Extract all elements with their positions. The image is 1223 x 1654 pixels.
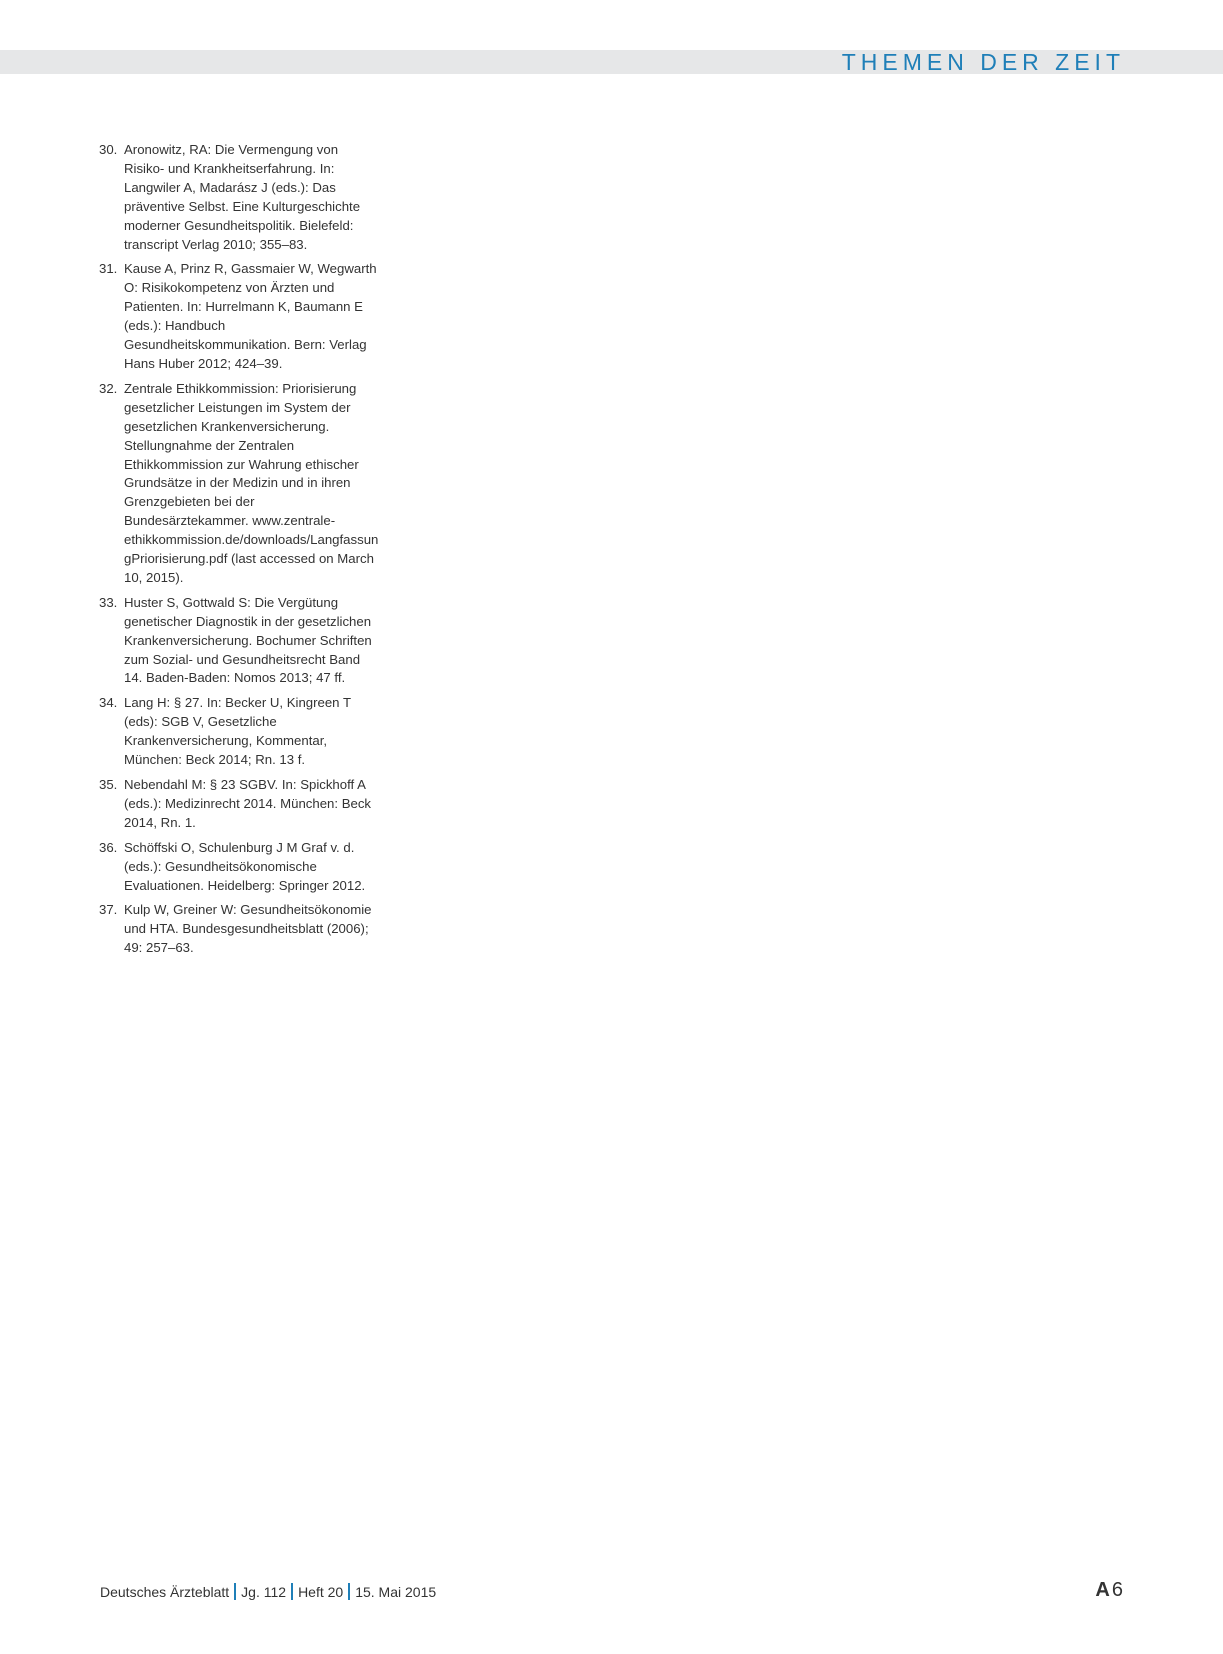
footer-separator	[234, 1583, 236, 1600]
reference-number: 35.	[99, 777, 118, 792]
reference-text: Zentrale Ethikkommission: Priorisierung gesetzlicher Leistungen im System der gesetzlichen Krankenversicherung. Stellungnahme der Zentralen Ethikkommission zur Wahrung ethischer Grundsätze in der Medizin und in ihren Grenzgebieten bei der Bundesärztekammer. www.zentrale-ethikkommission.de/downloads/LangfassungPriorisierung.pdf (last accessed on March 10, 2015).	[124, 380, 379, 585]
reference-item	[99, 901, 379, 958]
page-number-value: 6	[1111, 1579, 1123, 1601]
journal-issue: Heft 20	[298, 1584, 344, 1600]
reference-number: 32.	[99, 380, 118, 396]
section-title: THEMEN DER ZEIT	[841, 49, 1125, 75]
journal-name: Deutsches Ärzteblatt	[100, 1584, 230, 1600]
reference-item	[99, 839, 379, 896]
reference-text: Kulp W, Greiner W: Gesundheitsökonomie und HTA. Bundesgesundheitsblatt (2006); 49: 257–63.	[124, 902, 372, 956]
reference-number: 31.	[99, 261, 118, 277]
reference-item	[99, 776, 379, 833]
reference-number: 36.	[99, 839, 118, 855]
page-number	[1095, 1579, 1123, 1601]
reference-text: Aronowitz, RA: Die Vermengung von Risiko- und Krankheitserfahrung. In: Langwiler A, Madarász J (eds.): Das präventive Selbst. Eine Kulturgeschichte moderner Gesundheitspolitik. Bielefeld: transcript Verlag 2010; 355–83.	[124, 142, 361, 252]
reference-text: Schöffski O, Schulenburg J M Graf v. d. (eds.): Gesundheitsökonomische Evaluationen. Heidelberg: Springer 2012.	[124, 839, 366, 893]
footer-separator	[291, 1583, 293, 1600]
reference-item	[99, 694, 379, 770]
footer-citation	[100, 1583, 436, 1601]
reference-list	[99, 141, 379, 964]
page-prefix: A	[1095, 1579, 1110, 1601]
reference-number: 37.	[99, 902, 118, 918]
reference-text: Kause A, Prinz R, Gassmaier W, Wegwarth O: Risikokompetenz von Ärzten und Patienten. In: Hurrelmann K, Baumann E (eds.): Handbuch Gesundheitskommunikation. Bern: Verlag Hans Huber 2012; 424–39.	[124, 261, 377, 371]
reference-item	[99, 380, 379, 588]
reference-item	[99, 594, 379, 689]
footer-separator	[348, 1583, 350, 1600]
reference-number: 30.	[99, 142, 118, 157]
reference-text: Lang H: § 27. In: Becker U, Kingreen T (eds): SGB V, Gesetzliche Krankenversicherung, Kommentar, München: Beck 2014; Rn. 13 f.	[124, 695, 351, 768]
journal-volume: Jg. 112	[241, 1584, 287, 1600]
reference-number: 34.	[99, 695, 118, 711]
reference-text: Nebendahl M: § 23 SGBV. In: Spickhoff A (eds.): Medizinrecht 2014. München: Beck 2014, Rn. 1.	[124, 777, 372, 830]
reference-item	[99, 141, 379, 254]
reference-item	[99, 260, 379, 373]
journal-date: 15. Mai 2015	[355, 1584, 437, 1600]
reference-number: 33.	[99, 594, 118, 610]
reference-text: Huster S, Gottwald S: Die Vergütung genetischer Diagnostik in der gesetzlichen Krankenversicherung. Bochumer Schriften zum Sozial- und Gesundheitsrecht Band 14. Baden-Baden: Nomos 2013; 47 ff.	[124, 594, 372, 686]
